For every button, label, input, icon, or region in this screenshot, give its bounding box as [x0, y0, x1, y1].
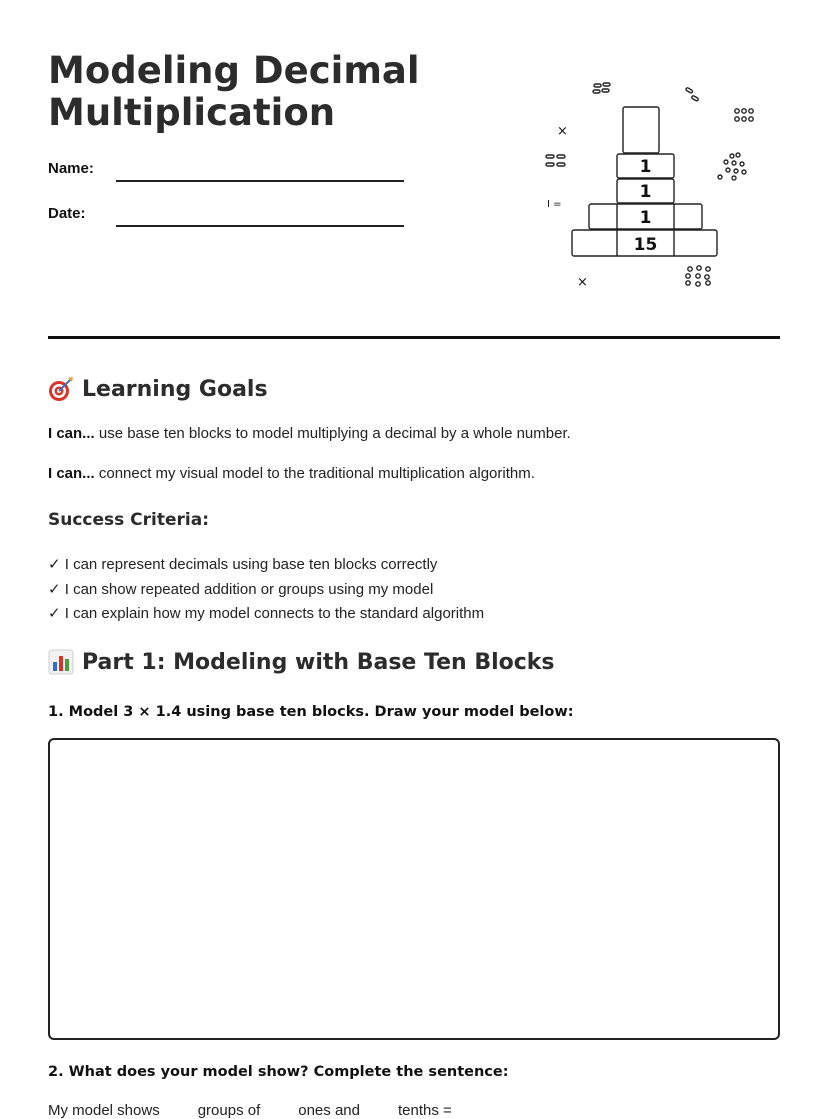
goal-lead: I can... — [48, 425, 95, 442]
bar-chart-icon — [48, 649, 74, 675]
dots-cluster-bottom-right — [686, 266, 710, 286]
question-2: 2. What does your model show? Complete the sentence: — [48, 1064, 509, 1080]
goal-lead: I can... — [48, 465, 95, 482]
learning-goals-heading — [48, 376, 268, 402]
date-field[interactable] — [116, 225, 404, 227]
slash-doodle-right — [683, 87, 700, 101]
part1-title: Part 1: Modeling with Base Ten Blocks — [82, 649, 555, 675]
worksheet-title — [48, 50, 468, 134]
learning-goals-title: Learning Goals — [82, 376, 268, 402]
criteria-item: ✓ I can explain how my model connects to the standard algorithm — [48, 605, 485, 622]
block-label-3: 1 — [639, 208, 652, 228]
name-field[interactable] — [116, 180, 404, 182]
sentence-part: ones and — [298, 1102, 360, 1119]
question-1: 1. Model 3 × 1.4 using base ten blocks. Draw your model below: — [48, 704, 574, 720]
block-label-1: 1 — [639, 157, 652, 177]
title-line-1: Modeling Decimal — [48, 49, 420, 92]
times-doodle-bottom: × — [577, 275, 588, 290]
name-label: Name: — [48, 160, 94, 177]
base-ten-blocks-illustration — [540, 76, 770, 296]
learning-goal-2 — [48, 465, 535, 482]
sentence-part: tenths = — [397, 1102, 452, 1119]
goal-text: connect my visual model to the traditional multiplication algorithm. — [94, 465, 535, 482]
learning-goal-1 — [48, 425, 571, 442]
goal-text: use base ten blocks to model multiplying a decimal by a whole number. — [94, 425, 571, 442]
sentence-part: My model shows — [48, 1102, 160, 1119]
success-criteria-heading: Success Criteria: — [48, 510, 210, 530]
block-label-4: 15 — [633, 235, 658, 255]
dots-cluster-right — [718, 153, 746, 180]
tally-doodle-left — [546, 155, 565, 166]
drawing-area[interactable] — [48, 738, 780, 1040]
success-criteria-list — [48, 553, 484, 627]
block-label-2: 1 — [639, 182, 652, 202]
part1-heading — [48, 649, 555, 675]
sentence-part: groups of — [197, 1102, 261, 1119]
criteria-item: ✓ I can show repeated addition or groups using my model — [48, 580, 434, 598]
target-icon — [48, 376, 74, 402]
times-doodle-top: × — [557, 124, 568, 139]
title-line-2: Multiplication — [48, 91, 336, 134]
tally-doodle-top — [593, 83, 610, 93]
dots-cluster-top-right — [735, 109, 753, 121]
equals-doodle: I = — [547, 199, 562, 210]
fill-in-sentence — [48, 1102, 452, 1119]
top-block — [623, 107, 659, 153]
date-label: Date: — [48, 205, 86, 222]
criteria-item: ✓ I can represent decimals using base ten blocks correctly — [48, 556, 438, 573]
header-divider — [48, 336, 780, 339]
